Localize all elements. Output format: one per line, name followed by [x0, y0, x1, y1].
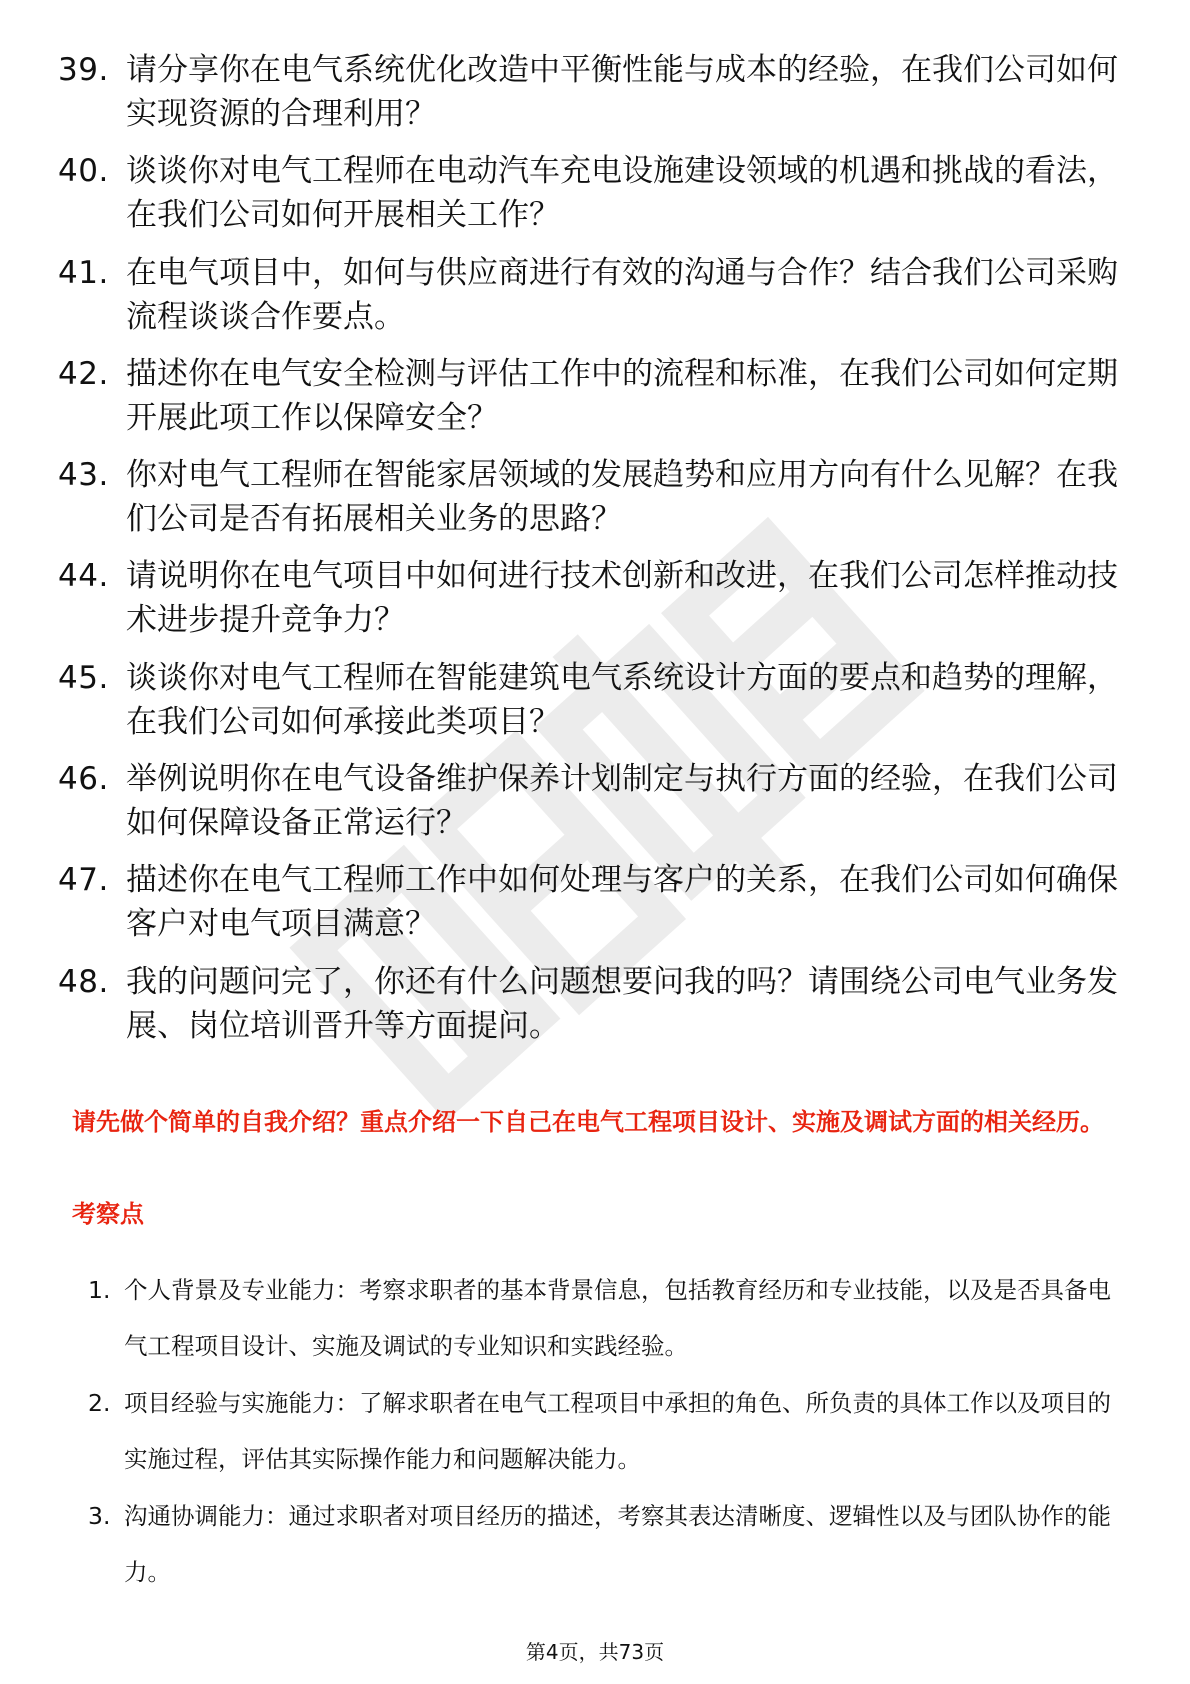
question-text: 你对电气工程师在智能家居领域的发展趋势和应用方向有什么见解？在我们公司是否有拓展相关业务的思路？ — [126, 457, 1118, 538]
question-item — [58, 352, 1118, 440]
question-list — [58, 48, 1118, 1061]
focus-point-number: 3. — [88, 1502, 111, 1530]
focus-point-text: 项目经验与实施能力：了解求职者在电气工程项目中承担的角色、所负责的具体工作以及项目的实施过程，评估其实际操作能力和问题解决能力。 — [124, 1389, 1111, 1473]
focus-point-item — [88, 1262, 1118, 1374]
focus-point-number: 1. — [88, 1276, 111, 1304]
focus-point-number: 2. — [88, 1389, 111, 1417]
question-item — [58, 858, 1118, 946]
focus-point-text: 沟通协调能力：通过求职者对项目经历的描述，考察其表达清晰度、逻辑性以及与团队协作的能力。 — [124, 1502, 1111, 1586]
question-number: 41. — [58, 254, 109, 291]
focus-point-item — [88, 1375, 1118, 1487]
focus-points-label: 考察点 — [72, 1200, 144, 1228]
section-heading: 请先做个简单的自我介绍？重点介绍一下自己在电气工程项目设计、实施及调试方面的相关经历。 — [72, 1108, 1104, 1136]
question-number: 40. — [58, 153, 109, 190]
question-number: 39. — [58, 52, 109, 88]
question-item — [58, 757, 1118, 845]
question-item — [58, 251, 1118, 339]
question-item — [58, 656, 1118, 744]
question-text: 举例说明你在电气设备维护保养计划制定与执行方面的经验，在我们公司如何保障设备正常运行？ — [126, 761, 1118, 842]
question-text: 请分享你在电气系统优化改造中平衡性能与成本的经验，在我们公司如何实现资源的合理利用？ — [126, 52, 1118, 132]
focus-point-item — [88, 1488, 1118, 1600]
question-number: 42. — [58, 355, 109, 392]
question-number: 48. — [58, 963, 109, 1000]
question-text: 描述你在电气安全检测与评估工作中的流程和标准，在我们公司如何定期开展此项工作以保障安全？ — [126, 355, 1118, 436]
question-number: 45. — [58, 659, 109, 696]
focus-points-list — [88, 1262, 1118, 1601]
question-text: 我的问题问完了，你还有什么问题想要问我的吗？请围绕公司电气业务发展、岗位培训晋升等方面提问。 — [126, 963, 1118, 1044]
question-text: 在电气项目中，如何与供应商进行有效的沟通与合作？结合我们公司采购流程谈谈合作要点。 — [126, 254, 1118, 335]
question-text: 描述你在电气工程师工作中如何处理与客户的关系，在我们公司如何确保客户对电气项目满意？ — [126, 862, 1118, 943]
question-text: 请说明你在电气项目中如何进行技术创新和改进，在我们公司怎样推动技术进步提升竞争力？ — [126, 558, 1118, 639]
question-number: 43. — [58, 457, 109, 494]
question-text: 谈谈你对电气工程师在智能建筑电气系统设计方面的要点和趋势的理解，在我们公司如何承接此类项目？ — [126, 659, 1118, 740]
question-item — [58, 960, 1118, 1048]
question-number: 46. — [58, 761, 109, 798]
question-number: 47. — [58, 862, 109, 899]
focus-point-text: 个人背景及专业能力：考察求职者的基本背景信息，包括教育经历和专业技能，以及是否具备电气工程项目设计、实施及调试的专业知识和实践经验。 — [124, 1276, 1111, 1360]
question-item — [58, 554, 1118, 642]
question-number: 44. — [58, 558, 109, 595]
question-item — [58, 453, 1118, 541]
question-text: 谈谈你对电气工程师在电动汽车充电设施建设领域的机遇和挑战的看法，在我们公司如何开展相关工作？ — [126, 153, 1118, 234]
page-footer: 第4页，共73页 — [525, 1640, 665, 1664]
question-item — [58, 149, 1118, 237]
question-item — [58, 48, 1118, 136]
